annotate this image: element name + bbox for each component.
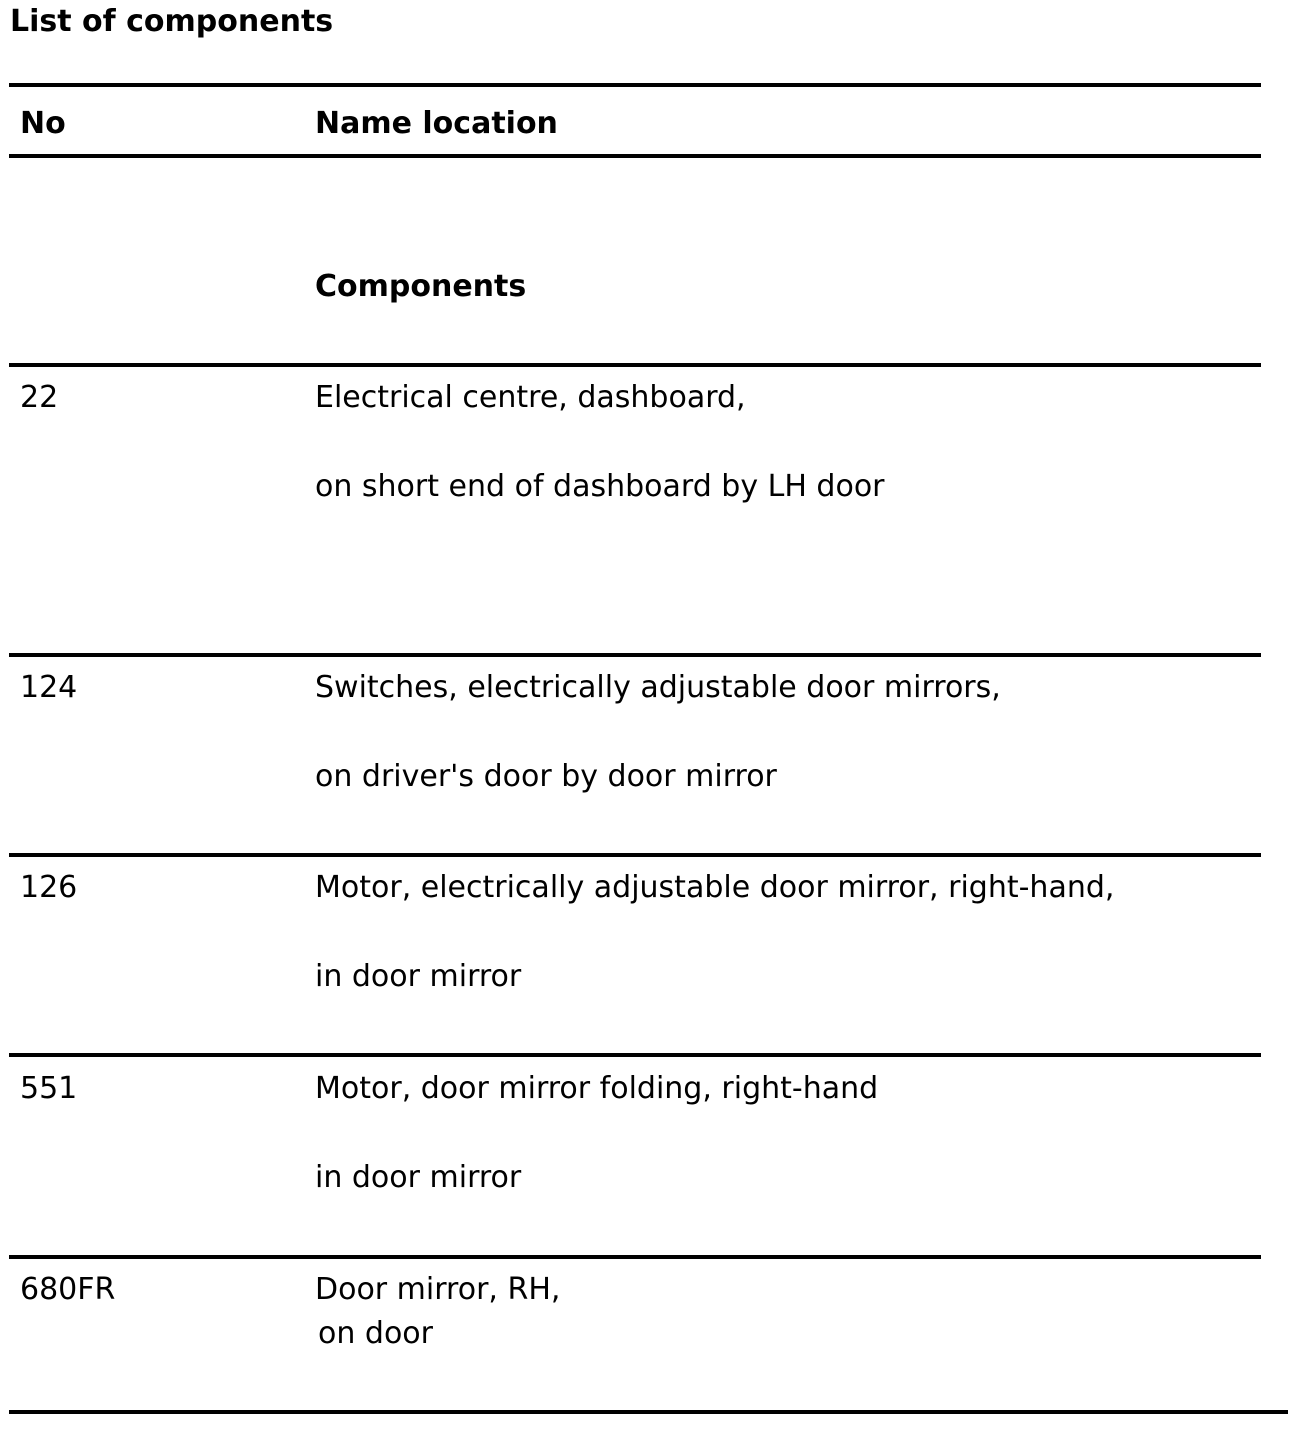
row-rule [9,1053,1261,1057]
row-number: 551 [20,1071,78,1106]
table-bottom-rule [9,1410,1288,1414]
table-header-name-location: Name location [315,106,558,141]
row-rule [9,853,1261,857]
row-number: 680FR [20,1272,116,1307]
row-location: in door mirror [315,959,522,994]
row-rule [9,1255,1261,1259]
row-location: on short end of dashboard by LH door [315,469,885,504]
table-header-rule [9,154,1261,158]
table-header-no: No [20,106,66,141]
row-name: Switches, electrically adjustable door mirrors, [315,670,1001,705]
row-location: on door [318,1316,433,1351]
row-name: Motor, electrically adjustable door mirror, right-hand, [315,870,1115,905]
row-number: 126 [20,870,78,905]
row-number: 124 [20,670,78,705]
row-location: in door mirror [315,1160,522,1195]
row-name: Motor, door mirror folding, right-hand [315,1071,879,1106]
row-rule [9,653,1261,657]
table-top-rule [9,83,1261,87]
row-rule [9,363,1261,367]
section-heading: Components [315,269,527,304]
page-title: List of components [10,4,334,39]
row-name: Electrical centre, dashboard, [315,380,746,415]
row-location: on driver's door by door mirror [315,759,777,794]
row-name: Door mirror, RH, [315,1272,561,1307]
row-number: 22 [20,380,59,415]
